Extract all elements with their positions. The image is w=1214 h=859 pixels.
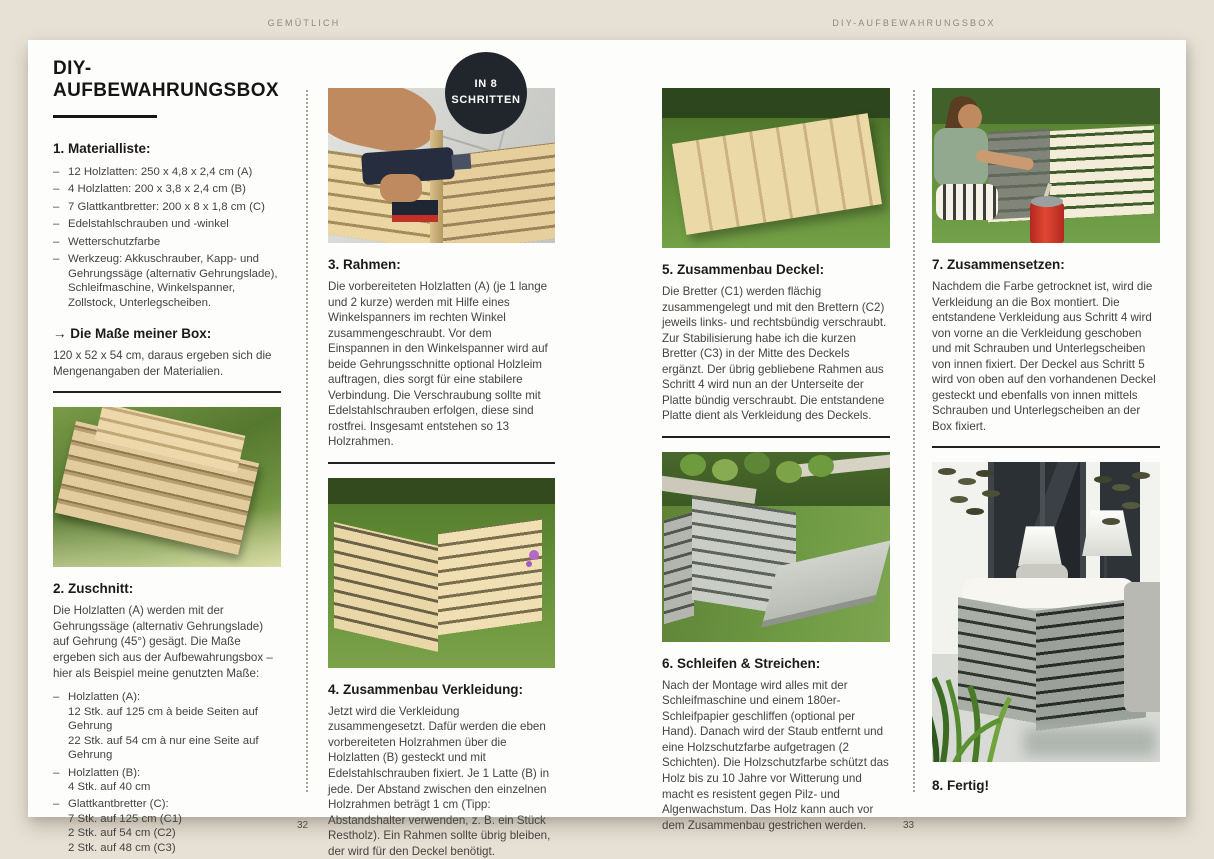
person-hand <box>380 174 422 202</box>
column-4 <box>932 88 1160 793</box>
box-dimensions-text: 120 x 52 x 54 cm, daraus ergeben sich die Mengenangaben der Materialien. <box>53 349 272 378</box>
badge-line-2: SCHRITTEN <box>451 94 521 106</box>
section-rule <box>328 462 555 464</box>
purple-flower <box>529 550 539 560</box>
cut-group <box>53 766 281 795</box>
paint-can <box>1030 203 1064 243</box>
painted-box-side <box>664 511 694 624</box>
step4-text: Jetzt wird die Verkleidung zusammengesetzt. Dafür werden die eben vorbereiteten Holzrahmen über die Holzlatten (B) gesteckt und mit Edelstahlschrauben fixiert. Je 1 Latte (B) in jede. Der Abstand zwischen den einzelnen Holzrahmen beträgt 1 cm (Tipp: Abstandshalter verwenden, z. B. ein Stück Restholz). Ein Rahmen sollte übrig bleiben, der wird für den Deckel benötigt. <box>328 704 551 858</box>
column-divider-right <box>913 90 915 792</box>
steps-count-badge <box>445 52 527 134</box>
photo-step2-cut-slats <box>53 407 281 567</box>
olive-branch <box>1132 472 1150 479</box>
step7-text: Nachdem die Farbe getrocknet ist, wird die Verkleidung an die Box montiert. Die entstandene Verkleidung aus Schritt 4 wird von vorne an die Verkleidung geschoben und mit Schrauben und Unterlegscheiben von innen fixiert. Der Deckel aus Schritt 5 wird von oben auf den vorhandenen Deckel gesteckt und ebenfalls von innen mittels Schrauben und Unterlegscheiben an der Box fixiert. <box>932 280 1156 433</box>
column-2 <box>328 88 555 859</box>
step2-cut-list <box>53 690 281 855</box>
section-rule <box>53 391 281 393</box>
material-item: – Wetterschutzfarbe <box>53 235 281 249</box>
material-item: – Edelstahlschrauben und -winkel <box>53 217 281 231</box>
page-number-right: 33 <box>903 820 915 831</box>
photo-step6-painted-box-and-lid <box>662 452 890 642</box>
running-head-right: DIY-AUFBEWAHRUNGSBOX <box>832 18 996 28</box>
page-number-left: 32 <box>297 820 309 831</box>
step8-heading: 8. Fertig! <box>932 778 990 794</box>
materials-list <box>53 165 281 310</box>
step6-text: Nach der Montage wird alles mit der Schleifmaschine und einem 180er-Schleifpapier geschliffen (optional per Hand). Danach wird der Staub entfernt und eine Holzschutzfarbe aufgetragen (2 Schichten). Die Holzschutzfarbe schützt das Holz bis zu 10 Jahre vor Witterung und macht es resistent gegen Pilz- und Algenwachstum. Das Holz kann auch vor dem Zusammenbau gestrichen werden. <box>662 678 889 832</box>
box-dimensions-heading: → Die Maße meiner Box: <box>53 326 212 342</box>
step3-text: Die vorbereiteten Holzlatten (A) (je 1 lange und 2 kurze) werden mit Hilfe eines Winkelspanners im rechten Winkel zusammengeschraubt. Vor dem Einspannen in den Winkelspanner wird auf beide Gehrungsschnitte optional Holzleim auftragen, dies sorgt für eine stabilere Verbindung. Die Verschraubung sollte mit Edelstahlschrauben erfolgen, diese sind rostfrei. Insgesamt entstehen so 13 Holzrahmen. <box>328 280 548 449</box>
step2-heading: 2. Zuschnitt: <box>53 581 134 597</box>
material-item: – Werkzeug: Akkuschrauber, Kapp- und Gehrungssäge (alternativ Gehrungslade), Schleifmaschine, Winkelspanner, Zollstock, Unterlegscheiben. <box>53 252 281 310</box>
step5-text: Die Bretter (C1) werden flächig zusammengelegt und mit den Brettern (C2) jeweils links- und rechtsbündig verschraubt. Zur Stabilisierung habe ich die kurzen Bretter (C3) in der Mitte des Deckels ergänzt. Der übrig gebliebene Rahmen aus Schritt 4 wird nun an der Unterseite der Platte bündig verschraubt. Die entstandene Platte dient als Verkleidung des Deckels. <box>662 285 887 423</box>
step3-heading: 3. Rahmen: <box>328 257 401 272</box>
material-item: – 12 Holzlatten: 250 x 4,8 x 2,4 cm (A) <box>53 165 281 179</box>
cut-line: 2 Stk. auf 54 cm (C2) <box>68 827 176 840</box>
section-rule <box>932 446 1160 448</box>
photo-step4-cladding-on-lawn <box>328 478 555 668</box>
slatted-face <box>438 519 542 636</box>
grey-blanket <box>1124 582 1160 712</box>
cut-group <box>53 690 281 762</box>
cut-group-label: Holzlatten (B): <box>68 766 141 779</box>
cut-line: 22 Stk. auf 54 cm à nur eine Seite auf Gehrung <box>68 734 259 762</box>
person-skirt <box>936 184 998 220</box>
materials-heading: 1. Materialliste: <box>53 141 151 156</box>
running-head-left: GEMÜTLICH <box>267 18 341 28</box>
material-item: – 7 Glattkantbretter: 200 x 8 x 1,8 cm (C) <box>53 200 281 214</box>
title-underline <box>53 115 157 118</box>
material-item: – 4 Holzlatten: 200 x 3,8 x 2,4 cm (B) <box>53 182 281 196</box>
step2-text: Die Holzlatten (A) werden mit der Gehrungssäge (alternativ Gehrungslade) auf Gehrung (45°) gesägt. Die Maße ergeben sich aus der Aufbewahrungsbox – hier als Beispiel meine genutzten Maße: <box>53 604 273 680</box>
slatted-face <box>334 522 438 652</box>
cut-line: 12 Stk. auf 125 cm à beide Seiten auf Gehrung <box>68 705 258 733</box>
cut-line: 7 Stk. auf 125 cm (C1) <box>68 812 182 825</box>
plants <box>680 454 706 476</box>
step4-heading: 4. Zusammenbau Verkleidung: <box>328 681 524 697</box>
cut-group-label: Glattkantbretter (C): <box>68 798 169 811</box>
step5-heading: 5. Zusammenbau Deckel: <box>662 262 825 277</box>
column-divider-left <box>306 90 308 792</box>
grass-tuft <box>932 650 1048 762</box>
photo-step7-painting-cladding <box>932 88 1160 243</box>
page-title: DIY-AUFBEWAHRUNGSBOX <box>53 58 279 101</box>
olive-branch <box>938 468 956 475</box>
person-head <box>958 104 982 130</box>
board-panel <box>672 113 882 235</box>
cut-group <box>53 797 281 855</box>
photo-step8-finished-box-terrace <box>932 462 1160 762</box>
column-1 <box>53 58 281 858</box>
cut-line: 2 Stk. auf 48 cm (C3) <box>68 841 176 854</box>
badge-line-1: IN 8 <box>474 78 498 91</box>
column-3 <box>662 88 890 833</box>
section-rule <box>662 436 890 438</box>
step6-heading: 6. Schleifen & Streichen: <box>662 655 821 671</box>
cut-group-label: Holzlatten (A): <box>68 691 141 704</box>
drill-battery <box>392 200 438 222</box>
step7-heading: 7. Zusammensetzen: <box>932 257 1065 272</box>
cut-line: 4 Stk. auf 40 cm <box>68 780 151 793</box>
photo-step5-lid-boards <box>662 88 890 248</box>
